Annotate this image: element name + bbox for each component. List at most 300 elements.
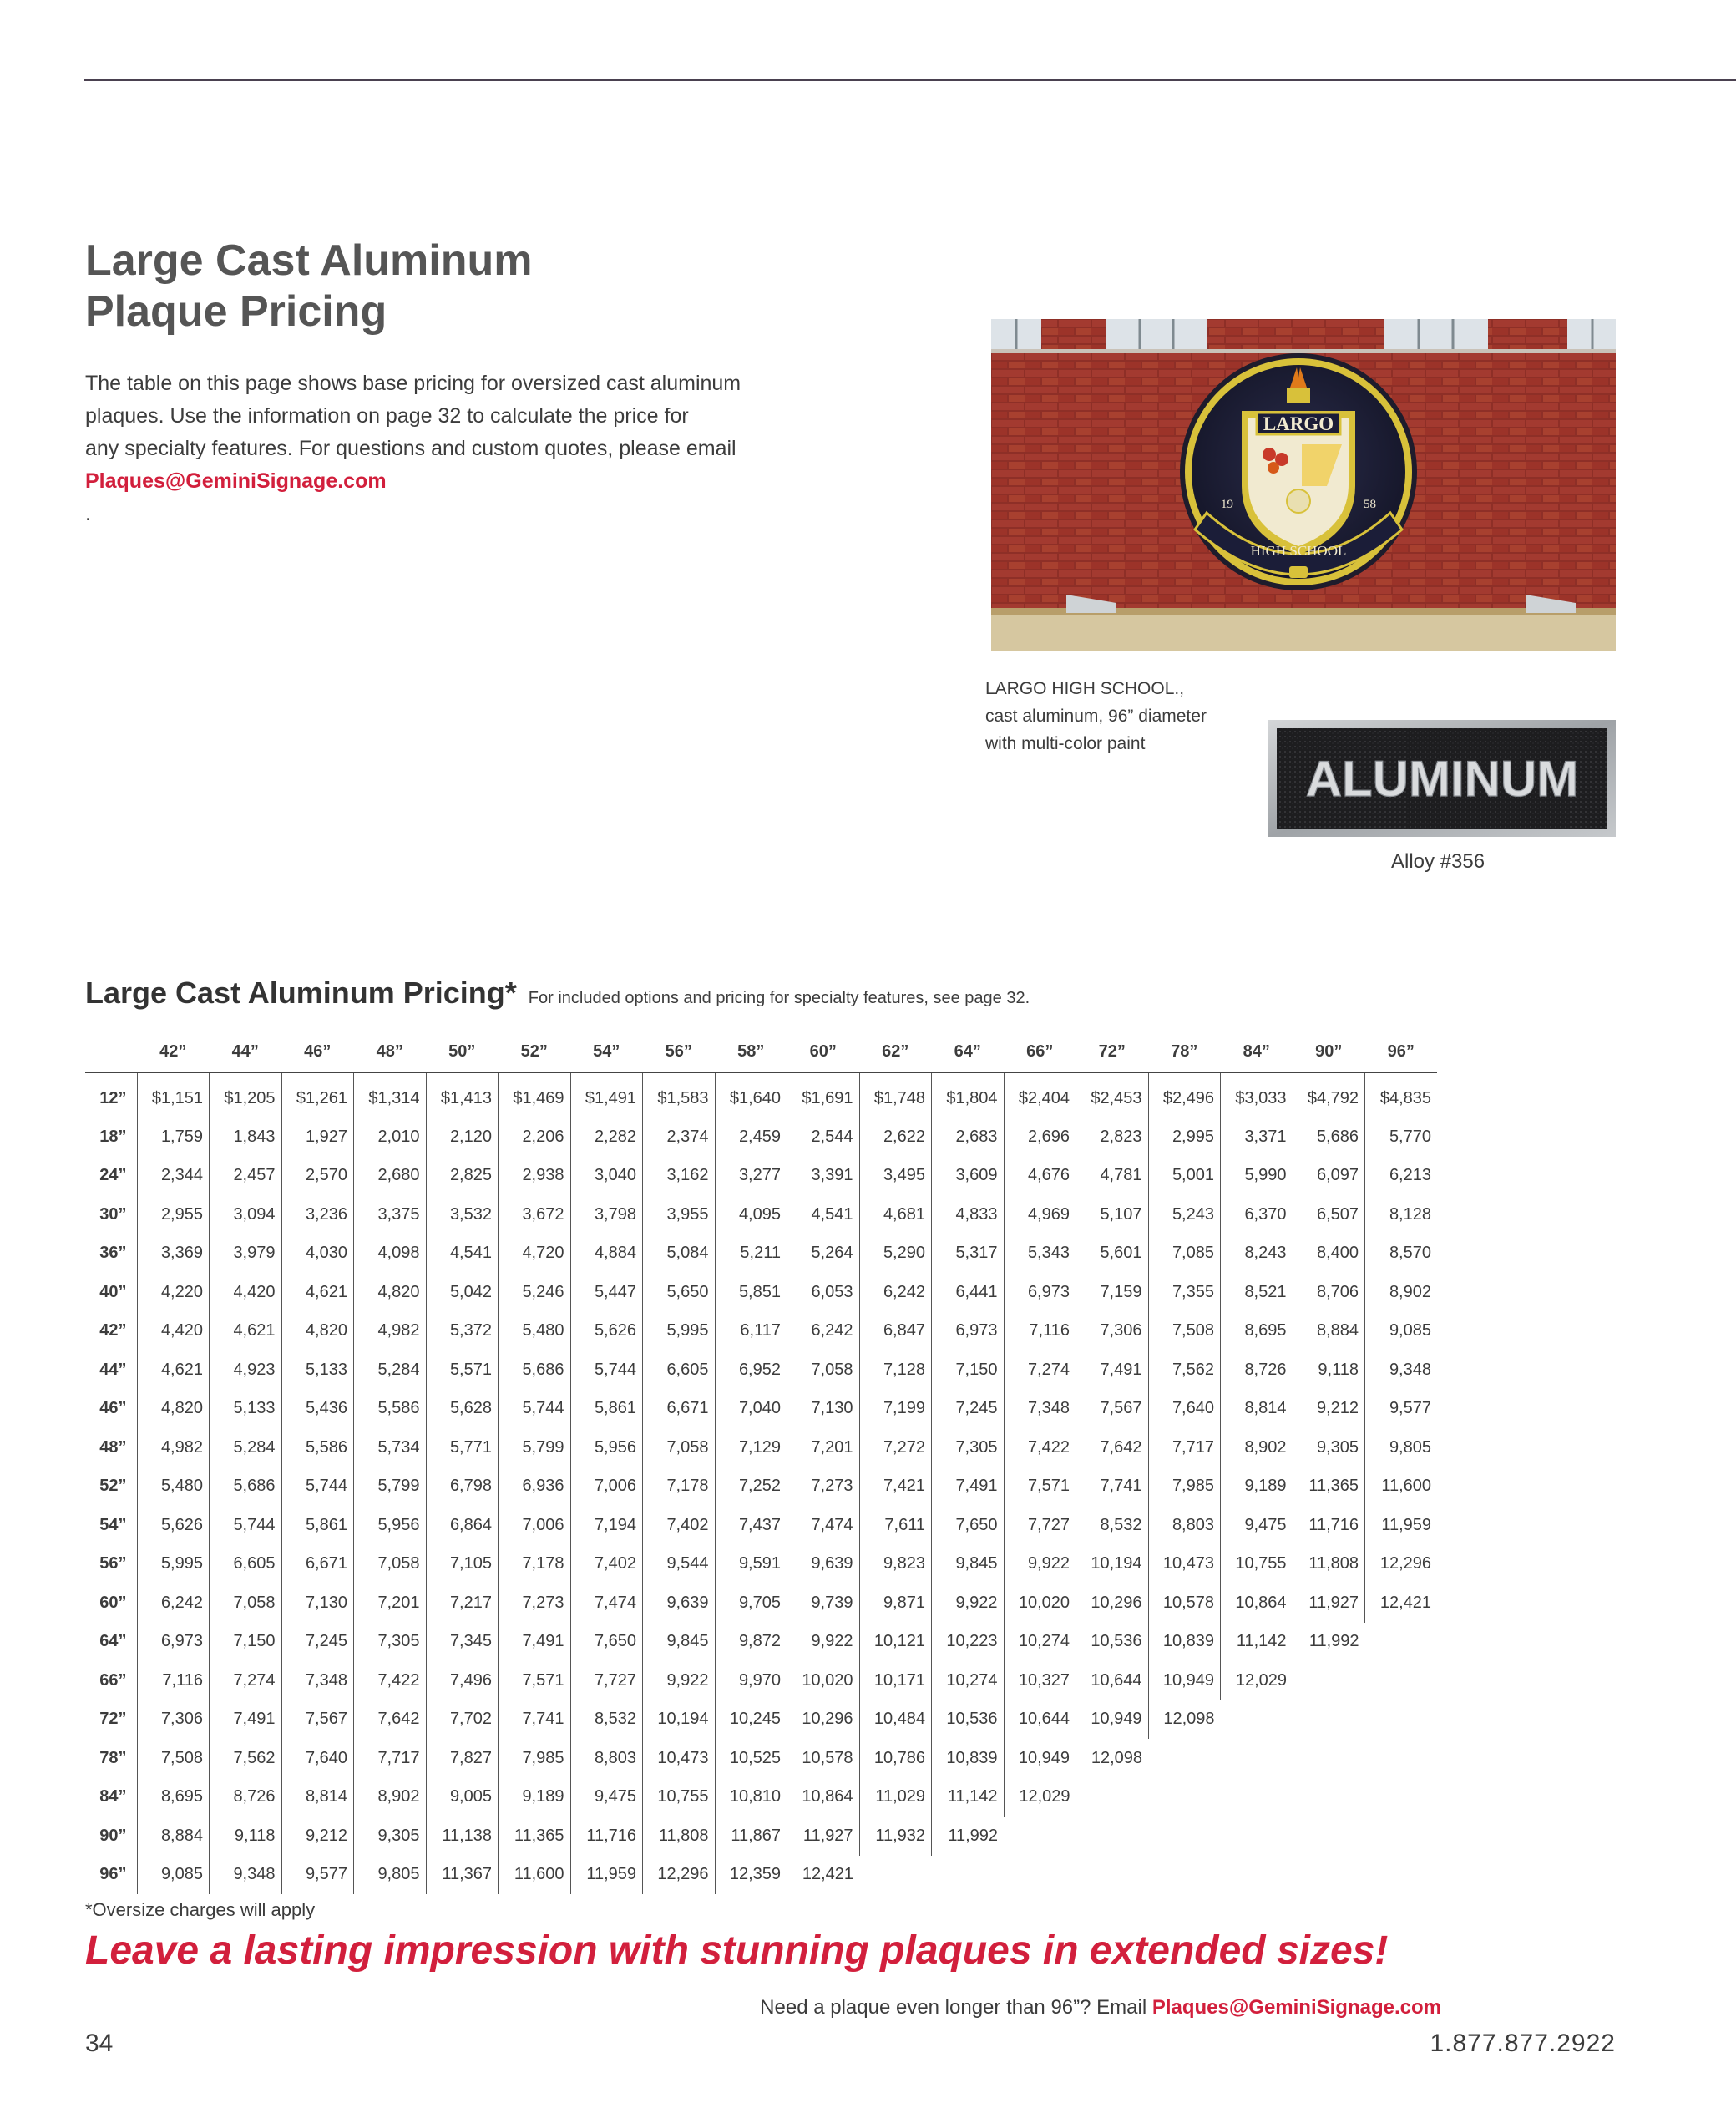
empty-cell (1365, 1661, 1438, 1700)
price-cell: 4,820 (354, 1273, 427, 1312)
price-cell: 7,985 (499, 1739, 571, 1778)
table-row (85, 1506, 1437, 1545)
column-header: 62” (859, 1032, 932, 1072)
price-cell: 8,695 (1221, 1312, 1293, 1351)
price-cell: 11,716 (570, 1817, 643, 1856)
price-cell: 8,128 (1365, 1195, 1438, 1234)
price-cell: 4,095 (715, 1195, 787, 1234)
price-cell: 5,770 (1365, 1117, 1438, 1157)
price-cell: 7,422 (1004, 1428, 1076, 1467)
longer-email-link[interactable]: Plaques@GeminiSignage.com (1151, 1996, 1441, 2019)
price-cell: 8,884 (1293, 1312, 1365, 1351)
empty-cell (1365, 1856, 1438, 1895)
row-label: 64” (99, 1632, 127, 1651)
price-cell: 5,133 (210, 1390, 282, 1429)
price-cell: 10,473 (643, 1739, 716, 1778)
price-cell: 7,273 (787, 1467, 860, 1507)
price-cell: 12,098 (1148, 1700, 1221, 1740)
column-header: 96” (1365, 1032, 1438, 1072)
price-cell: 10,020 (787, 1661, 860, 1700)
price-cell: 9,739 (787, 1584, 860, 1623)
price-cell: 9,118 (1293, 1350, 1365, 1390)
empty-cell (1221, 1817, 1293, 1856)
price-cell: 2,206 (499, 1117, 571, 1157)
price-cell: 4,541 (787, 1195, 860, 1234)
price-cell: 3,236 (281, 1195, 354, 1234)
price-cell: 7,306 (137, 1700, 210, 1740)
price-cell: 9,705 (715, 1584, 787, 1623)
price-cell: 6,242 (787, 1312, 860, 1351)
price-cell: 10,274 (1004, 1623, 1076, 1662)
price-cell: 10,327 (1004, 1661, 1076, 1700)
price-cell: 7,642 (354, 1700, 427, 1740)
sample-text: ALUMINUM (1305, 751, 1579, 807)
price-cell: 4,681 (859, 1195, 932, 1234)
price-cell: 4,420 (137, 1312, 210, 1351)
price-cell: 5,436 (281, 1390, 354, 1429)
price-cell: $1,491 (570, 1072, 643, 1117)
price-cell: 12,296 (643, 1856, 716, 1895)
empty-cell (1221, 1856, 1293, 1895)
pricing-table (85, 1032, 1437, 1894)
price-cell: 4,098 (354, 1234, 427, 1274)
empty-cell (1365, 1700, 1438, 1740)
price-cell: 5,686 (210, 1467, 282, 1507)
page-title (85, 236, 533, 337)
price-cell: 2,570 (281, 1157, 354, 1196)
price-cell: 10,949 (1004, 1739, 1076, 1778)
table-row (85, 1817, 1437, 1856)
empty-cell (1293, 1778, 1365, 1817)
price-cell: 5,734 (354, 1428, 427, 1467)
price-cell: 9,085 (1365, 1312, 1438, 1351)
price-cell: 5,343 (1004, 1234, 1076, 1274)
price-cell: 8,726 (1221, 1350, 1293, 1390)
caption-line-2: cast aluminum, 96” diameter (985, 707, 1207, 726)
price-cell: 3,369 (137, 1234, 210, 1274)
price-cell: 6,117 (715, 1312, 787, 1351)
price-cell: 7,741 (1076, 1467, 1149, 1507)
price-cell: 5,601 (1076, 1234, 1149, 1274)
price-cell: 11,600 (499, 1856, 571, 1895)
price-cell: 5,990 (1221, 1157, 1293, 1196)
price-cell: 7,474 (570, 1584, 643, 1623)
price-cell: 9,639 (643, 1584, 716, 1623)
price-cell: 3,391 (787, 1157, 860, 1196)
price-cell: 5,744 (499, 1390, 571, 1429)
price-cell: 10,296 (1076, 1584, 1149, 1623)
price-cell: 11,932 (859, 1817, 932, 1856)
price-cell: 7,402 (643, 1506, 716, 1545)
row-label: 18” (99, 1127, 127, 1146)
price-cell: 5,744 (570, 1350, 643, 1390)
price-cell: 7,985 (1148, 1467, 1221, 1507)
table-title: Large Cast Aluminum Pricing* (85, 975, 517, 1010)
price-cell: 7,508 (137, 1739, 210, 1778)
price-cell: 5,956 (570, 1428, 643, 1467)
price-cell: 2,696 (1004, 1117, 1076, 1157)
empty-cell (1076, 1856, 1149, 1895)
intro-email-link[interactable]: Plaques@GeminiSignage.com (85, 469, 387, 493)
column-header: 48” (354, 1032, 427, 1072)
price-cell: 7,058 (787, 1350, 860, 1390)
price-cell: 11,808 (643, 1817, 716, 1856)
price-cell: 12,029 (1221, 1661, 1293, 1700)
empty-cell (1293, 1856, 1365, 1895)
price-cell: 6,952 (715, 1350, 787, 1390)
column-header: 72” (1076, 1032, 1149, 1072)
price-cell: 6,936 (499, 1467, 571, 1507)
price-cell: 7,085 (1148, 1234, 1221, 1274)
column-header: 64” (932, 1032, 1005, 1072)
price-cell: 5,626 (570, 1312, 643, 1351)
price-cell: 3,798 (570, 1195, 643, 1234)
price-cell: 4,820 (281, 1312, 354, 1351)
price-cell: 4,969 (1004, 1195, 1076, 1234)
price-cell: 2,825 (426, 1157, 499, 1196)
table-corner (85, 1032, 137, 1072)
price-cell: 4,982 (354, 1312, 427, 1351)
price-cell: 7,562 (1148, 1350, 1221, 1390)
price-cell: 5,372 (426, 1312, 499, 1351)
price-cell: 6,973 (137, 1623, 210, 1662)
price-cell: 3,672 (499, 1195, 571, 1234)
price-cell: 11,927 (1293, 1584, 1365, 1623)
price-cell: 7,305 (354, 1623, 427, 1662)
price-cell: 7,702 (426, 1700, 499, 1740)
price-cell: 2,344 (137, 1157, 210, 1196)
row-label: 84” (99, 1787, 127, 1807)
price-cell: 7,273 (499, 1584, 571, 1623)
price-cell: 7,305 (932, 1428, 1005, 1467)
price-cell: 11,992 (1293, 1623, 1365, 1662)
price-cell: 7,105 (426, 1545, 499, 1584)
price-cell: $2,453 (1076, 1072, 1149, 1117)
price-cell: $4,792 (1293, 1072, 1365, 1117)
table-row (85, 1739, 1437, 1778)
row-label: 40” (99, 1282, 127, 1301)
price-cell: 4,720 (499, 1234, 571, 1274)
price-cell: 3,162 (643, 1157, 716, 1196)
price-cell: 7,058 (643, 1428, 716, 1467)
price-cell: 8,695 (137, 1778, 210, 1817)
price-cell: 10,223 (932, 1623, 1005, 1662)
empty-cell (1365, 1623, 1438, 1662)
table-row (85, 1700, 1437, 1740)
price-cell: 2,683 (932, 1117, 1005, 1157)
price-cell: 2,282 (570, 1117, 643, 1157)
slogan: Leave a lasting impression with stunning plaques in extended sizes! (85, 1928, 1389, 1973)
price-cell: 7,348 (1004, 1390, 1076, 1429)
price-cell: 5,744 (210, 1506, 282, 1545)
price-cell: 10,578 (1148, 1584, 1221, 1623)
price-cell: 4,621 (210, 1312, 282, 1351)
price-cell: 11,959 (1365, 1506, 1438, 1545)
price-cell: 6,097 (1293, 1157, 1365, 1196)
price-cell: 4,220 (137, 1273, 210, 1312)
price-cell: 10,473 (1148, 1545, 1221, 1584)
price-cell: $1,583 (643, 1072, 716, 1117)
longer-text: Need a plaque even longer than 96”? Email (760, 1996, 1152, 2019)
empty-cell (1293, 1817, 1365, 1856)
price-cell: 9,591 (715, 1545, 787, 1584)
price-cell: 8,902 (354, 1778, 427, 1817)
price-cell: 9,189 (1221, 1467, 1293, 1507)
price-cell: 5,586 (354, 1390, 427, 1429)
empty-cell (1293, 1739, 1365, 1778)
price-cell: 7,252 (715, 1467, 787, 1507)
price-cell: 9,805 (354, 1856, 427, 1895)
price-cell: 2,457 (210, 1157, 282, 1196)
price-cell: 10,525 (715, 1739, 787, 1778)
price-cell: 8,726 (210, 1778, 282, 1817)
price-cell: 5,771 (426, 1428, 499, 1467)
price-cell: 7,130 (281, 1584, 354, 1623)
price-cell: 8,532 (570, 1700, 643, 1740)
price-cell: $1,261 (281, 1072, 354, 1117)
price-cell: 5,861 (570, 1390, 643, 1429)
price-cell: 9,845 (643, 1623, 716, 1662)
price-cell: 5,133 (281, 1350, 354, 1390)
row-label: 42” (99, 1321, 127, 1340)
price-cell: 2,010 (354, 1117, 427, 1157)
table-subtitle: For included options and pricing for specialty features, see page 32. (528, 989, 1030, 1007)
row-label: 48” (99, 1437, 127, 1457)
price-cell: 7,178 (499, 1545, 571, 1584)
price-cell: 4,781 (1076, 1157, 1149, 1196)
price-cell: 3,532 (426, 1195, 499, 1234)
price-cell: 7,006 (499, 1506, 571, 1545)
empty-cell (1148, 1817, 1221, 1856)
price-cell: 7,717 (354, 1739, 427, 1778)
price-cell: 5,264 (787, 1234, 860, 1274)
empty-cell (1221, 1739, 1293, 1778)
price-cell: 10,194 (1076, 1545, 1149, 1584)
plaque-left-num: 19 (1221, 498, 1233, 511)
price-cell: 10,949 (1148, 1661, 1221, 1700)
row-label: 72” (99, 1710, 127, 1729)
price-cell: 11,367 (426, 1856, 499, 1895)
price-cell: 6,605 (643, 1350, 716, 1390)
price-cell: 5,744 (281, 1467, 354, 1507)
price-cell: 7,727 (1004, 1506, 1076, 1545)
price-cell: 11,365 (499, 1817, 571, 1856)
price-cell: 5,956 (354, 1506, 427, 1545)
price-cell: 10,644 (1004, 1700, 1076, 1740)
price-cell: 7,306 (1076, 1312, 1149, 1351)
price-cell: 7,402 (570, 1545, 643, 1584)
price-cell: 7,201 (354, 1584, 427, 1623)
empty-cell (1221, 1778, 1293, 1817)
price-cell: 7,422 (354, 1661, 427, 1700)
plaque-right-num: 58 (1364, 498, 1376, 511)
table-row (85, 1661, 1437, 1700)
price-cell: 8,814 (281, 1778, 354, 1817)
oversize-footnote: *Oversize charges will apply (85, 1899, 316, 1920)
price-cell: $2,404 (1004, 1072, 1076, 1117)
price-cell: 10,839 (1148, 1623, 1221, 1662)
price-cell: 2,544 (787, 1117, 860, 1157)
row-label: 12” (99, 1089, 127, 1107)
price-cell: 5,626 (137, 1506, 210, 1545)
column-header: 52” (499, 1032, 571, 1072)
price-cell: 8,803 (1148, 1506, 1221, 1545)
price-cell: 4,420 (210, 1273, 282, 1312)
price-cell: 7,567 (1076, 1390, 1149, 1429)
price-cell: 7,640 (1148, 1390, 1221, 1429)
price-cell: 7,006 (570, 1467, 643, 1507)
intro-email-tail: . (85, 502, 91, 525)
price-cell: $1,804 (932, 1072, 1005, 1117)
empty-cell (1076, 1817, 1149, 1856)
price-cell: 5,243 (1148, 1195, 1221, 1234)
row-label: 56” (99, 1554, 127, 1573)
table-row (85, 1545, 1437, 1584)
price-cell: 7,040 (715, 1390, 787, 1429)
price-cell: 9,348 (210, 1856, 282, 1895)
row-label: 66” (99, 1670, 127, 1690)
price-cell: 4,923 (210, 1350, 282, 1390)
price-cell: 7,116 (1004, 1312, 1076, 1351)
price-cell: $1,640 (715, 1072, 787, 1117)
price-cell: 7,058 (210, 1584, 282, 1623)
price-cell: $1,691 (787, 1072, 860, 1117)
empty-cell (1004, 1817, 1076, 1856)
price-cell: 8,884 (137, 1817, 210, 1856)
empty-cell (1365, 1778, 1438, 1817)
price-cell: 10,578 (787, 1739, 860, 1778)
price-cell: 10,194 (643, 1700, 716, 1740)
price-cell: 5,861 (281, 1506, 354, 1545)
caption-line-3: with multi-color paint (985, 734, 1146, 753)
price-cell: 7,355 (1148, 1273, 1221, 1312)
price-cell: 5,628 (426, 1390, 499, 1429)
price-cell: 5,851 (715, 1273, 787, 1312)
price-cell: 9,475 (1221, 1506, 1293, 1545)
price-cell: 6,242 (859, 1273, 932, 1312)
price-cell: 7,727 (570, 1661, 643, 1700)
price-cell: 10,839 (932, 1739, 1005, 1778)
table-row (85, 1117, 1437, 1157)
top-rule (84, 79, 1736, 81)
price-cell: 7,717 (1148, 1428, 1221, 1467)
price-cell: 6,242 (137, 1584, 210, 1623)
price-cell: 8,570 (1365, 1234, 1438, 1274)
intro-line-4 (85, 465, 803, 530)
row-label: 44” (99, 1360, 127, 1379)
phone-number: 1.877.877.2922 (1430, 2030, 1616, 2057)
aluminum-sample-plaque (1268, 720, 1616, 837)
table-row (85, 1273, 1437, 1312)
price-cell: 10,536 (1076, 1623, 1149, 1662)
price-cell: 7,245 (281, 1623, 354, 1662)
empty-cell (1293, 1700, 1365, 1740)
price-cell: 7,642 (1076, 1428, 1149, 1467)
price-cell: 3,955 (643, 1195, 716, 1234)
price-cell: 2,680 (354, 1157, 427, 1196)
price-cell: 3,375 (354, 1195, 427, 1234)
price-cell: 6,605 (210, 1545, 282, 1584)
price-cell: 2,459 (715, 1117, 787, 1157)
row-label: 46” (99, 1399, 127, 1418)
price-cell: 5,317 (932, 1234, 1005, 1274)
price-cell: 12,029 (1004, 1778, 1076, 1817)
column-header: 78” (1148, 1032, 1221, 1072)
price-cell: 2,938 (499, 1157, 571, 1196)
table-row (85, 1584, 1437, 1623)
price-cell: 9,212 (1293, 1390, 1365, 1429)
price-cell: 5,480 (137, 1467, 210, 1507)
price-cell: 6,671 (643, 1390, 716, 1429)
price-cell: 1,927 (281, 1117, 354, 1157)
column-header: 56” (643, 1032, 716, 1072)
row-label: 96” (99, 1865, 127, 1884)
price-cell: 11,600 (1365, 1467, 1438, 1507)
alloy-label: Alloy #356 (1391, 850, 1485, 873)
price-cell: 9,845 (932, 1545, 1005, 1584)
table-row (85, 1428, 1437, 1467)
column-header: 42” (137, 1032, 210, 1072)
price-cell: 3,094 (210, 1195, 282, 1234)
price-cell: 6,864 (426, 1506, 499, 1545)
row-label: 90” (99, 1826, 127, 1845)
price-cell: 12,359 (715, 1856, 787, 1895)
price-cell: 7,650 (570, 1623, 643, 1662)
price-cell: 7,348 (281, 1661, 354, 1700)
price-cell: 6,847 (859, 1312, 932, 1351)
price-cell: 10,786 (859, 1739, 932, 1778)
column-header-row (85, 1032, 1437, 1072)
price-cell: 5,995 (643, 1312, 716, 1351)
price-cell: 8,521 (1221, 1273, 1293, 1312)
price-cell: 9,577 (1365, 1390, 1438, 1429)
empty-cell (1148, 1856, 1221, 1895)
price-cell: 6,507 (1293, 1195, 1365, 1234)
price-cell: 7,508 (1148, 1312, 1221, 1351)
photo-caption (985, 675, 1207, 758)
plaque-bottom-text: HIGH SCHOOL (1250, 543, 1347, 559)
price-cell: 11,142 (1221, 1623, 1293, 1662)
price-cell: 7,201 (787, 1428, 860, 1467)
price-cell: 7,159 (1076, 1273, 1149, 1312)
column-header: 60” (787, 1032, 860, 1072)
price-cell: 2,995 (1148, 1117, 1221, 1157)
price-cell: 12,421 (1365, 1584, 1438, 1623)
table-row (85, 1195, 1437, 1234)
price-cell: 7,491 (499, 1623, 571, 1662)
table-row (85, 1390, 1437, 1429)
price-cell: 6,798 (426, 1467, 499, 1507)
price-cell: 11,029 (859, 1778, 932, 1817)
empty-cell (1293, 1661, 1365, 1700)
price-cell: 9,348 (1365, 1350, 1438, 1390)
row-label: 78” (99, 1748, 127, 1767)
price-cell: 4,820 (137, 1390, 210, 1429)
price-cell: 11,142 (932, 1778, 1005, 1817)
price-cell: 7,741 (499, 1700, 571, 1740)
price-cell: 9,922 (1004, 1545, 1076, 1584)
price-cell: 3,495 (859, 1157, 932, 1196)
price-cell: 2,120 (426, 1117, 499, 1157)
price-cell: 2,622 (859, 1117, 932, 1157)
row-label: 52” (99, 1477, 127, 1496)
row-label: 36” (99, 1244, 127, 1263)
price-cell: 7,272 (859, 1428, 932, 1467)
price-cell: 6,370 (1221, 1195, 1293, 1234)
price-cell: 9,805 (1365, 1428, 1438, 1467)
price-cell: 6,053 (787, 1273, 860, 1312)
empty-cell (1365, 1739, 1438, 1778)
